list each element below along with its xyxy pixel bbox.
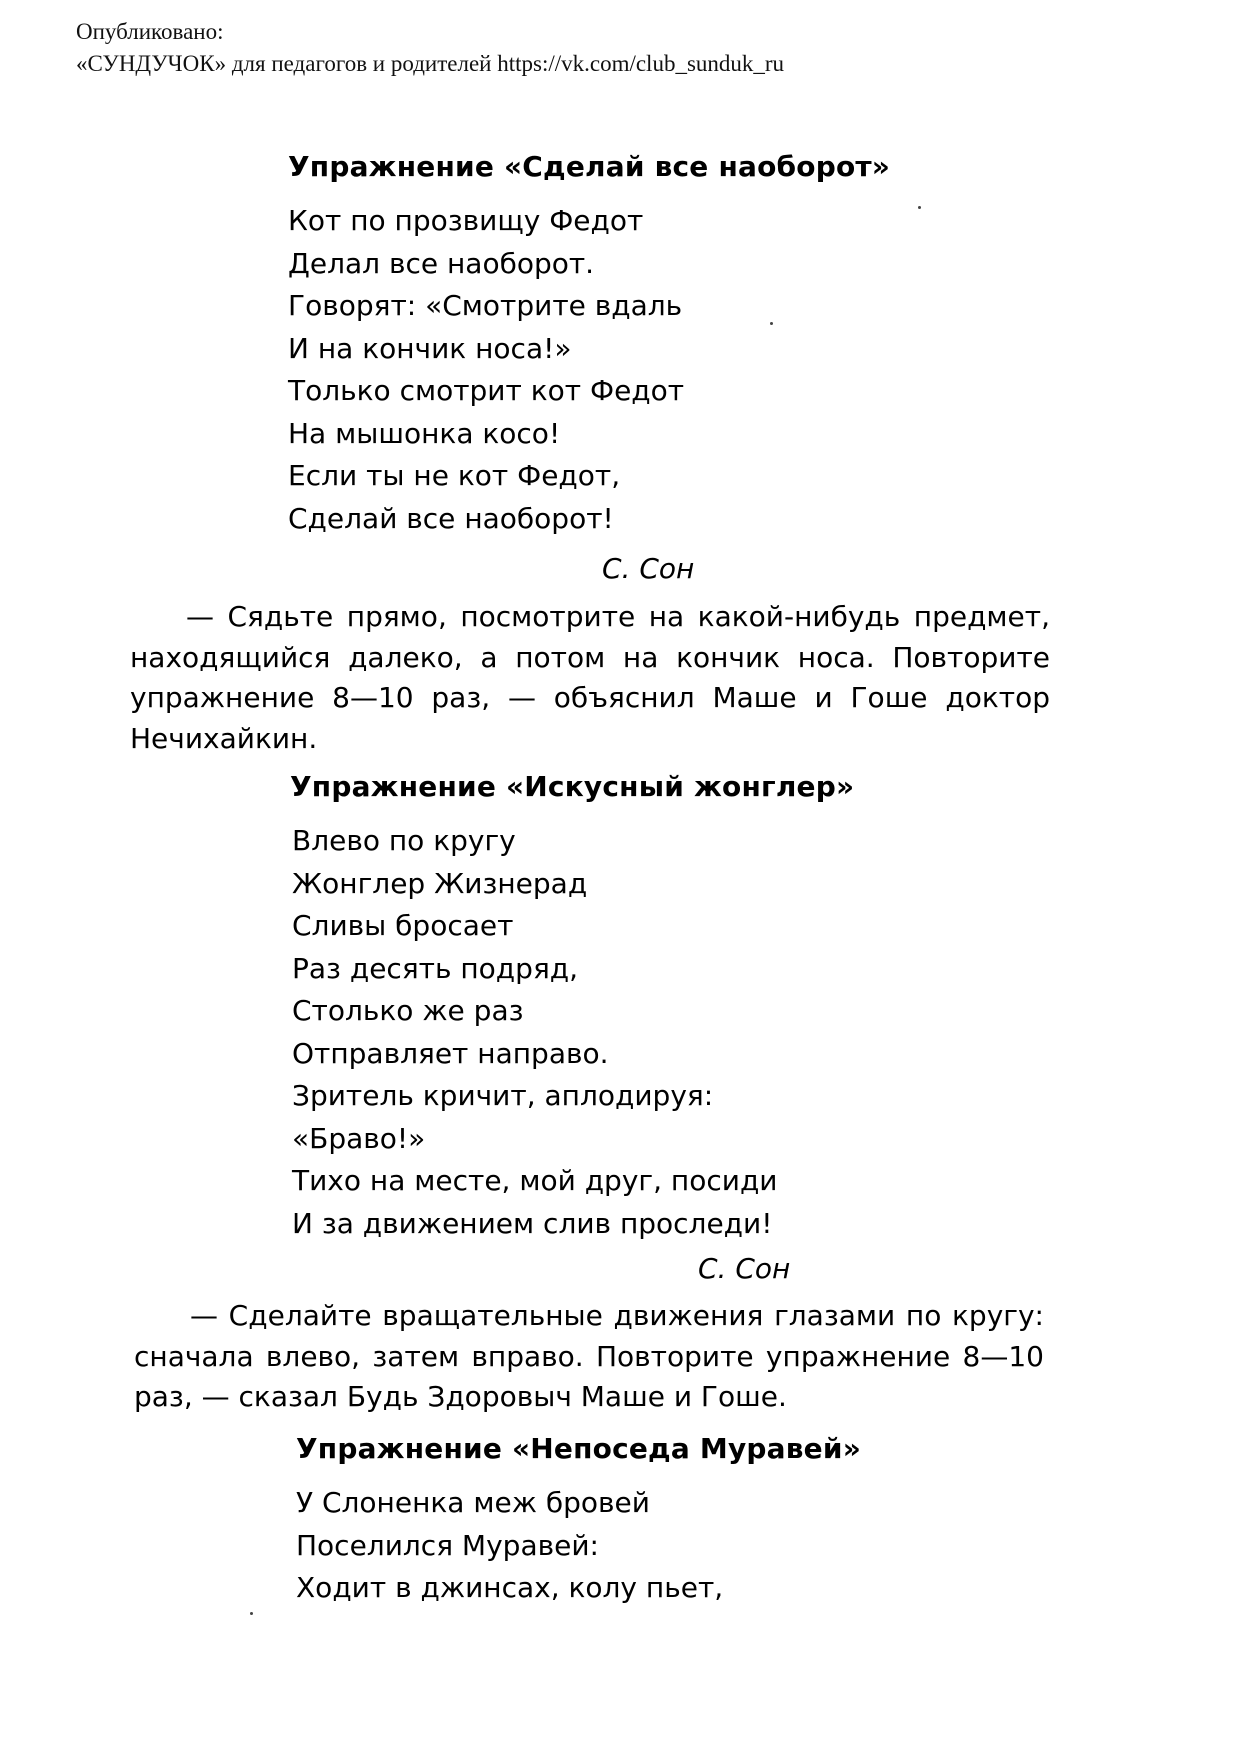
poem-line: И за движением слив проследи! [292,1206,773,1240]
section-title: Упражнение «Непоседа Муравей» [296,1432,861,1465]
poem-line: Если ты не кот Федот, [288,459,621,492]
poem-line: Кот по прозвищу Федот [288,204,644,237]
poem-line: Зритель кричит, аплодируя: [292,1079,714,1112]
poem-author: С. Сон [698,1252,791,1285]
poem-line: И на кончик носа!» [288,331,572,365]
section-title: Упражнение «Искусный жонглер» [290,770,855,803]
poem-line: Поселился Муравей: [296,1528,599,1562]
poem-line: Столько же раз [292,994,524,1027]
published-label: Опубликовано: [76,19,224,44]
poem-line: «Браво!» [292,1121,426,1155]
poem-line: Сделай все наоборот! [288,501,614,535]
poem-line: На мышонка косо! [288,416,561,450]
poem-line: Тихо на месте, мой друг, посиди [292,1164,778,1197]
poem-line: Ходит в джинсах, колу пьет, [296,1571,724,1604]
source-line: «СУНДУЧОК» для педагогов и родителей https://vk.com/club_sunduk_ru [76,51,785,76]
poem-line: Раз десять подряд, [292,951,579,985]
scan-speck [770,322,773,325]
poem-line: Сливы бросает [292,909,514,942]
poem [292,820,778,1245]
poem-line: Только смотрит кот Федот [288,374,685,407]
scan-speck [918,206,921,209]
poem-line: Делал все наоборот. [288,246,595,280]
poem-author: С. Сон [602,552,695,585]
section-title: Упражнение «Сделай все наоборот» [288,150,891,183]
scan-speck [250,1612,253,1615]
poem [288,200,684,540]
poem-line: У Слоненка меж бровей [296,1486,650,1519]
instruction-paragraph: — Сядьте прямо, посмотрите на какой-нибудь предмет, находящийся далеко, а потом на кончик носа. Повторите упражнение 8—10 раз, — объяснил Маше и Гоше доктор Нечихайкин. [130,600,1050,755]
poem-line: Говорят: «Смотрите вдаль [288,289,683,322]
poem [296,1482,723,1610]
poem-line: Жонглер Жизнерад [292,866,588,900]
poem-line: Отправляет направо. [292,1036,609,1070]
poem-line: Влево по кругу [292,824,516,857]
instruction-paragraph: — Сделайте вращательные движения глазами по кругу: сначала влево, затем вправо. Повторите упражнение 8—10 раз, — сказал Будь Здоровыч Маше и Гоше. [134,1299,1044,1413]
